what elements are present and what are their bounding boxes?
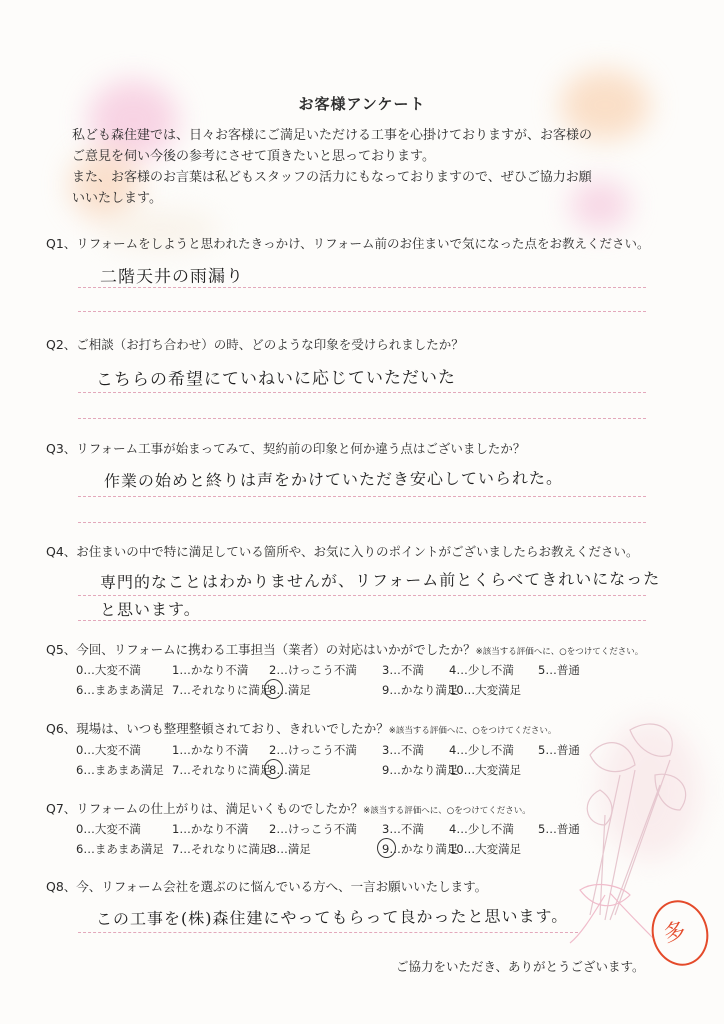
answer-4-line-1: 専門的なことはわかりませんが、リフォーム前とくらべてきれいになった (99, 569, 661, 592)
question-5-note: ※該当する評価へに、○をつけてください。 (475, 647, 644, 657)
intro-line: また、お客様のお言葉は私どもスタッフの活力にもなっておりますので、ぜひご協力お願 (72, 170, 592, 185)
rating-option-2[interactable]: 2…けっこう不満 (269, 822, 357, 836)
rating-option-6[interactable]: 6…まあまあ満足 (76, 763, 164, 777)
question-3: Q3、リフォーム工事が始まってみて、契約前の印象と何か違う点はございましたか？ (46, 441, 526, 456)
rating-option-0[interactable]: 0…大変不満 (76, 822, 141, 836)
rating-option-4[interactable]: 4…少し不満 (449, 663, 514, 677)
rating-option-6[interactable]: 6…まあまあ満足 (76, 842, 164, 856)
answer-line (78, 418, 646, 419)
question-6 (46, 719, 556, 737)
question-6-text: Q6、現場は、いつも整理整頓されており、きれいでしたか？ (46, 721, 389, 736)
rating-option-9[interactable]: 9…かなり満足 (382, 842, 459, 856)
question-1: Q1、リフォームをしようと思われたきっかけ、リフォーム前のお住まいで気になった点をお教えください。 (46, 236, 650, 251)
question-5-text: Q5、今回、リフォームに携わる工事担当（業者）の対応はいかがでしたか？ (46, 642, 476, 657)
rating-option-5[interactable]: 5…普通 (538, 663, 580, 677)
rating-option-4[interactable]: 4…少し不満 (449, 822, 514, 836)
answer-line (78, 595, 646, 596)
question-7 (46, 799, 531, 817)
rating-option-8[interactable]: 8…満足 (269, 842, 311, 856)
answer-4-line-2: と思います。 (99, 599, 201, 620)
rating-option-5[interactable]: 5…普通 (538, 822, 580, 836)
rating-option-10[interactable]: 10…大変満足 (449, 763, 522, 777)
rating-option-3[interactable]: 3…不満 (382, 822, 424, 836)
question-5 (46, 640, 643, 658)
answer-line (78, 392, 646, 393)
answer-line (78, 287, 646, 288)
intro-line: 私ども森住建では、日々お客様にご満足いただける工事を心掛けておりますが、お客様の (72, 128, 593, 143)
answer-8: この工事を(株)森住建にやってもらって良かったと思います。 (95, 906, 569, 929)
rating-option-10[interactable]: 10…大変満足 (449, 683, 522, 697)
answer-1: 二階天井の雨漏り (99, 266, 245, 288)
intro-line: ご意見を伺い今後の参考にさせて頂きたいと思っております。 (72, 149, 435, 164)
rating-option-9[interactable]: 9…かなり満足 (382, 683, 459, 697)
answer-line (78, 620, 646, 621)
question-2: Q2、ご相談（お打ち合わせ）の時、どのような印象を受けられましたか？ (46, 337, 464, 352)
question-7-note: ※該当する評価へに、○をつけてください。 (363, 806, 531, 816)
rating-option-8[interactable]: 8…満足 (269, 683, 311, 697)
rating-option-10[interactable]: 10…大変満足 (449, 842, 522, 856)
rating-option-1[interactable]: 1…かなり不満 (172, 743, 249, 757)
intro-line: いいたします。 (72, 191, 162, 206)
page-title: お客様アンケート (298, 95, 426, 113)
rating-option-0[interactable]: 0…大変不満 (76, 663, 141, 677)
question-4: Q4、お住まいの中で特に満足している箇所や、お気に入りのポイントがございましたらお教えください。 (46, 544, 639, 559)
rating-option-4[interactable]: 4…少し不満 (449, 743, 514, 757)
rating-option-9[interactable]: 9…かなり満足 (382, 763, 459, 777)
rating-option-8[interactable]: 8…満足 (269, 763, 311, 777)
stamp-text: 多 (660, 917, 689, 948)
thanks-message: ご協力をいただき、ありがとうございます。 (396, 959, 645, 974)
rating-option-7[interactable]: 7…それなりに満足 (172, 763, 272, 777)
answer-line (78, 522, 646, 523)
rating-option-3[interactable]: 3…不満 (382, 743, 424, 757)
answer-3: 作業の始めと終りは声をかけていただき安心していられた。 (103, 468, 564, 491)
rating-option-6[interactable]: 6…まあまあ満足 (76, 683, 164, 697)
rating-option-3[interactable]: 3…不満 (382, 663, 424, 677)
rating-option-2[interactable]: 2…けっこう不満 (269, 663, 357, 677)
question-7-text: Q7、リフォームの仕上がりは、満足いくものでしたか？ (46, 801, 364, 816)
answer-2: こちらの希望にていねいに応じていただいた (95, 367, 457, 391)
rating-option-5[interactable]: 5…普通 (538, 743, 580, 757)
rating-option-1[interactable]: 1…かなり不満 (172, 663, 249, 677)
rating-option-7[interactable]: 7…それなりに満足 (172, 683, 272, 697)
rating-option-2[interactable]: 2…けっこう不満 (269, 743, 357, 757)
rating-option-1[interactable]: 1…かなり不満 (172, 822, 249, 836)
rating-option-7[interactable]: 7…それなりに満足 (172, 842, 272, 856)
question-8: Q8、今、リフォーム会社を選ぶのに悩んでいる方へ、一言お願いいたします。 (46, 879, 488, 894)
answer-line (78, 932, 578, 933)
intro-text (72, 125, 662, 209)
question-6-note: ※該当する評価へに、○をつけてください。 (388, 726, 557, 736)
answer-line (78, 311, 646, 312)
rating-option-0[interactable]: 0…大変不満 (76, 743, 141, 757)
answer-line (78, 496, 646, 497)
